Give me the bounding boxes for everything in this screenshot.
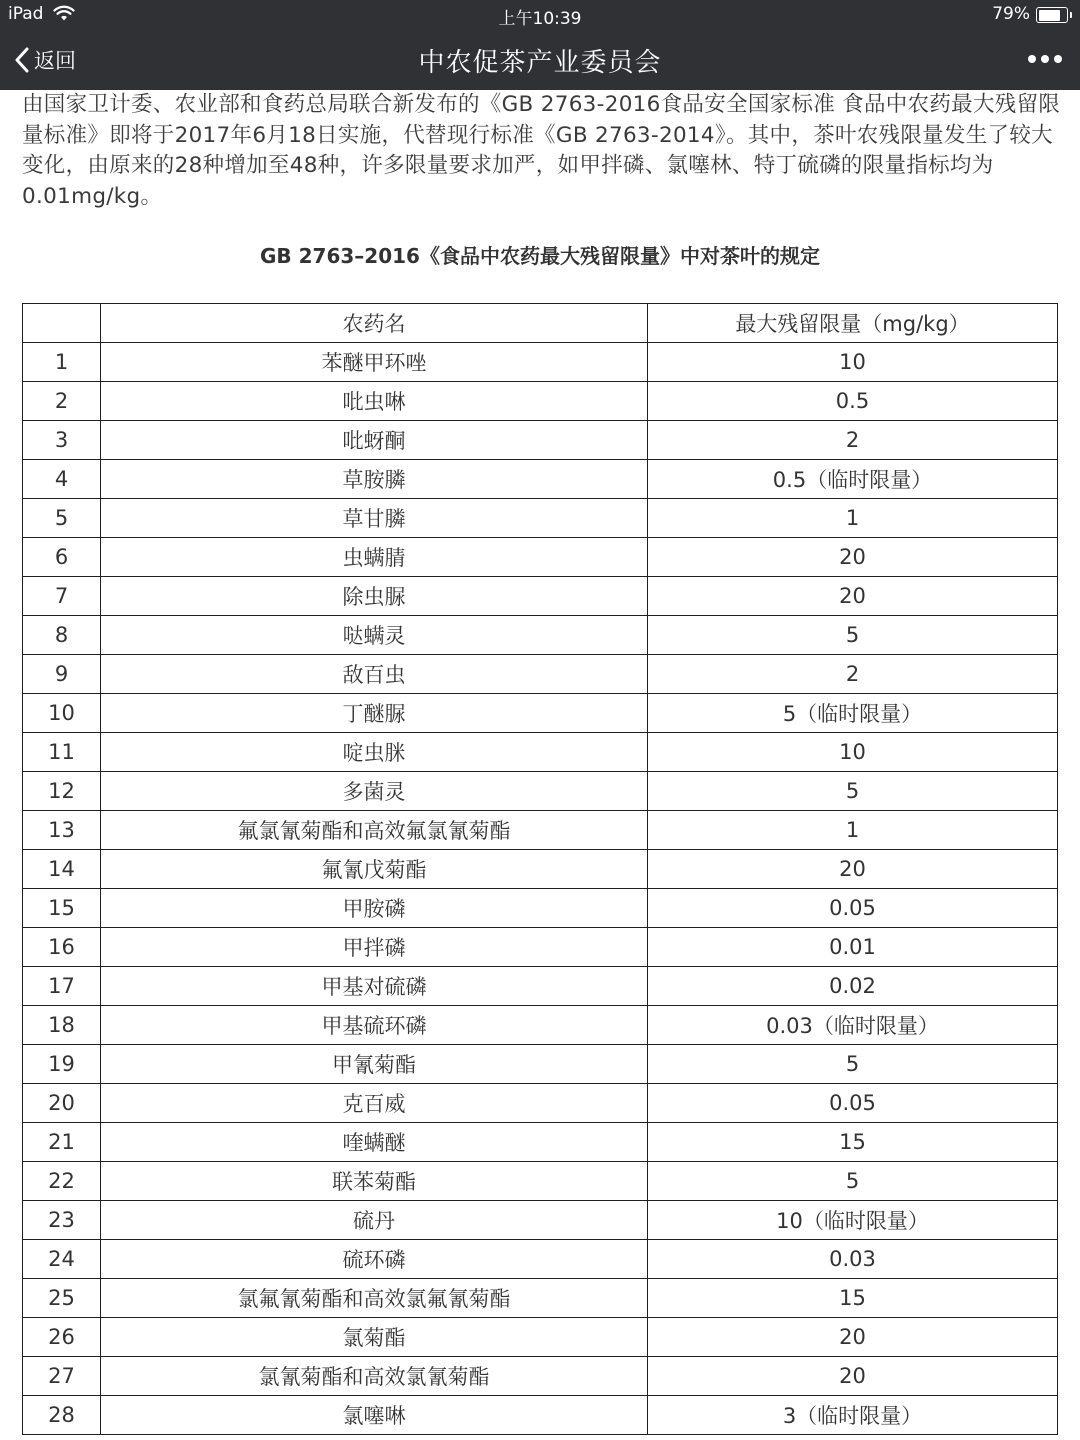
row-index: 26: [23, 1318, 101, 1357]
max-residue-limit: 1: [648, 811, 1058, 850]
row-index: 19: [23, 1045, 101, 1084]
table-row: [23, 811, 1058, 850]
table-row: [23, 1123, 1058, 1162]
pesticide-name: 甲胺磷: [101, 889, 648, 928]
row-index: 15: [23, 889, 101, 928]
max-residue-limit: 0.05: [648, 1084, 1058, 1123]
row-index: 11: [23, 733, 101, 772]
row-index: 22: [23, 1162, 101, 1201]
row-index: 2: [23, 382, 101, 421]
table-row: [23, 616, 1058, 655]
row-index: 1: [23, 343, 101, 382]
max-residue-limit: 5（临时限量）: [648, 694, 1058, 733]
row-index: 8: [23, 616, 101, 655]
table-row: [23, 538, 1058, 577]
max-residue-limit: 0.5（临时限量）: [648, 460, 1058, 499]
pesticide-name: 甲基对硫磷: [101, 967, 648, 1006]
pesticide-name: 除虫脲: [101, 577, 648, 616]
pesticide-name: 甲基硫环磷: [101, 1006, 648, 1045]
table-row: [23, 967, 1058, 1006]
row-index: 24: [23, 1240, 101, 1279]
pesticide-name: 草胺膦: [101, 460, 648, 499]
row-index: 16: [23, 928, 101, 967]
pesticide-name: 联苯菊酯: [101, 1162, 648, 1201]
max-residue-limit: 20: [648, 538, 1058, 577]
pesticide-name: 甲氰菊酯: [101, 1045, 648, 1084]
max-residue-limit: 20: [648, 1357, 1058, 1396]
row-index: 21: [23, 1123, 101, 1162]
table-row: [23, 928, 1058, 967]
max-residue-limit: 0.01: [648, 928, 1058, 967]
table-row: [23, 1357, 1058, 1396]
status-time: 上午10:39: [498, 9, 582, 29]
table-row: [23, 499, 1058, 538]
row-index: 3: [23, 421, 101, 460]
row-index: 9: [23, 655, 101, 694]
table-row: [23, 1396, 1058, 1435]
pesticide-name: 草甘膦: [101, 499, 648, 538]
table-row: [23, 1279, 1058, 1318]
max-residue-limit: 15: [648, 1279, 1058, 1318]
max-residue-limit: 20: [648, 577, 1058, 616]
row-index: 25: [23, 1279, 101, 1318]
row-index: 4: [23, 460, 101, 499]
max-residue-limit: 2: [648, 655, 1058, 694]
table-row: [23, 1045, 1058, 1084]
pesticide-name: 吡虫啉: [101, 382, 648, 421]
row-index: 28: [23, 1396, 101, 1435]
max-residue-limit: 3（临时限量）: [648, 1396, 1058, 1435]
row-index: 7: [23, 577, 101, 616]
table-row: [23, 1162, 1058, 1201]
top-bar: [0, 0, 1080, 90]
row-index: 18: [23, 1006, 101, 1045]
max-residue-limit: 10（临时限量）: [648, 1201, 1058, 1240]
row-index: 12: [23, 772, 101, 811]
max-residue-limit: 10: [648, 343, 1058, 382]
page-title: 中农促茶产业委员会: [418, 48, 662, 78]
table-row: [23, 1084, 1058, 1123]
pesticide-name: 甲拌磷: [101, 928, 648, 967]
max-residue-limit: 2: [648, 421, 1058, 460]
max-residue-limit: 5: [648, 1045, 1058, 1084]
max-residue-limit: 0.03（临时限量）: [648, 1006, 1058, 1045]
carrier-label: iPad: [8, 4, 44, 24]
table-body: [23, 343, 1058, 1435]
header-max-residue-limit: 最大残留限量（mg/kg）: [648, 304, 1058, 343]
table-row: [23, 343, 1058, 382]
max-residue-limit: 5: [648, 1162, 1058, 1201]
row-index: 13: [23, 811, 101, 850]
pesticide-name: 虫螨腈: [101, 538, 648, 577]
table-header-row: [23, 304, 1058, 343]
row-index: 17: [23, 967, 101, 1006]
pesticide-name: 氯氟氰菊酯和高效氯氟氰菊酯: [101, 1279, 648, 1318]
pesticide-name: 氟氯氰菊酯和高效氟氯氰菊酯: [101, 811, 648, 850]
max-residue-limit: 10: [648, 733, 1058, 772]
row-index: 6: [23, 538, 101, 577]
back-label: 返回: [34, 49, 76, 73]
table-row: [23, 1240, 1058, 1279]
status-bar: [0, 0, 1080, 30]
table-row: [23, 733, 1058, 772]
max-residue-limit: 20: [648, 850, 1058, 889]
table-row: [23, 577, 1058, 616]
row-index: 27: [23, 1357, 101, 1396]
row-index: 14: [23, 850, 101, 889]
table-row: [23, 1318, 1058, 1357]
battery-icon: [1036, 7, 1068, 23]
pesticide-name: 克百威: [101, 1084, 648, 1123]
max-residue-limit: 5: [648, 772, 1058, 811]
table-row: [23, 382, 1058, 421]
max-residue-limit: 1: [648, 499, 1058, 538]
pesticide-name: 氯氰菊酯和高效氯氰菊酯: [101, 1357, 648, 1396]
nav-bar: [0, 30, 1080, 90]
residue-limit-table: [22, 303, 1058, 1435]
table-row: [23, 460, 1058, 499]
pesticide-name: 氯菊酯: [101, 1318, 648, 1357]
max-residue-limit: 15: [648, 1123, 1058, 1162]
pesticide-name: 氟氰戊菊酯: [101, 850, 648, 889]
row-index: 20: [23, 1084, 101, 1123]
battery-percent: 79%: [992, 4, 1030, 24]
pesticide-name: 硫丹: [101, 1201, 648, 1240]
table-row: [23, 1201, 1058, 1240]
table-row: [23, 694, 1058, 733]
pesticide-name: 喹螨醚: [101, 1123, 648, 1162]
max-residue-limit: 0.02: [648, 967, 1058, 1006]
article-intro: 由国家卫计委、农业部和食药总局联合新发布的《GB 2763-2016食品安全国家标准 食品中农药最大残留限量标准》即将于2017年6月18日实施，代替现行标准《GB 2763-2014》。其中，茶叶农残限量发生了较大变化，由原来的28种增加至48种，许多限量要求加严，如甲拌磷、氯噻林、特丁硫磷的限量指标均为0.01mg/kg。: [22, 92, 1061, 209]
pesticide-name: 吡蚜酮: [101, 421, 648, 460]
pesticide-name: 啶虫脒: [101, 733, 648, 772]
row-index: 5: [23, 499, 101, 538]
max-residue-limit: 0.03: [648, 1240, 1058, 1279]
max-residue-limit: 0.5: [648, 382, 1058, 421]
header-pesticide-name: 农药名: [101, 304, 648, 343]
max-residue-limit: 0.05: [648, 889, 1058, 928]
table-row: [23, 421, 1058, 460]
row-index: 10: [23, 694, 101, 733]
table-caption: GB 2763–2016《食品中农药最大残留限量》中对茶叶的规定: [260, 244, 820, 268]
table-row: [23, 1006, 1058, 1045]
pesticide-name: 氯噻啉: [101, 1396, 648, 1435]
table-row: [23, 850, 1058, 889]
table-row: [23, 772, 1058, 811]
row-index: 23: [23, 1201, 101, 1240]
pesticide-name: 哒螨灵: [101, 616, 648, 655]
pesticide-name: 敌百虫: [101, 655, 648, 694]
header-index: [23, 304, 101, 343]
table-row: [23, 655, 1058, 694]
pesticide-name: 硫环磷: [101, 1240, 648, 1279]
table-row: [23, 889, 1058, 928]
pesticide-name: 苯醚甲环唑: [101, 343, 648, 382]
more-dots-icon[interactable]: [1028, 48, 1062, 70]
pesticide-name: 多菌灵: [101, 772, 648, 811]
pesticide-name: 丁醚脲: [101, 694, 648, 733]
max-residue-limit: 5: [648, 616, 1058, 655]
max-residue-limit: 20: [648, 1318, 1058, 1357]
